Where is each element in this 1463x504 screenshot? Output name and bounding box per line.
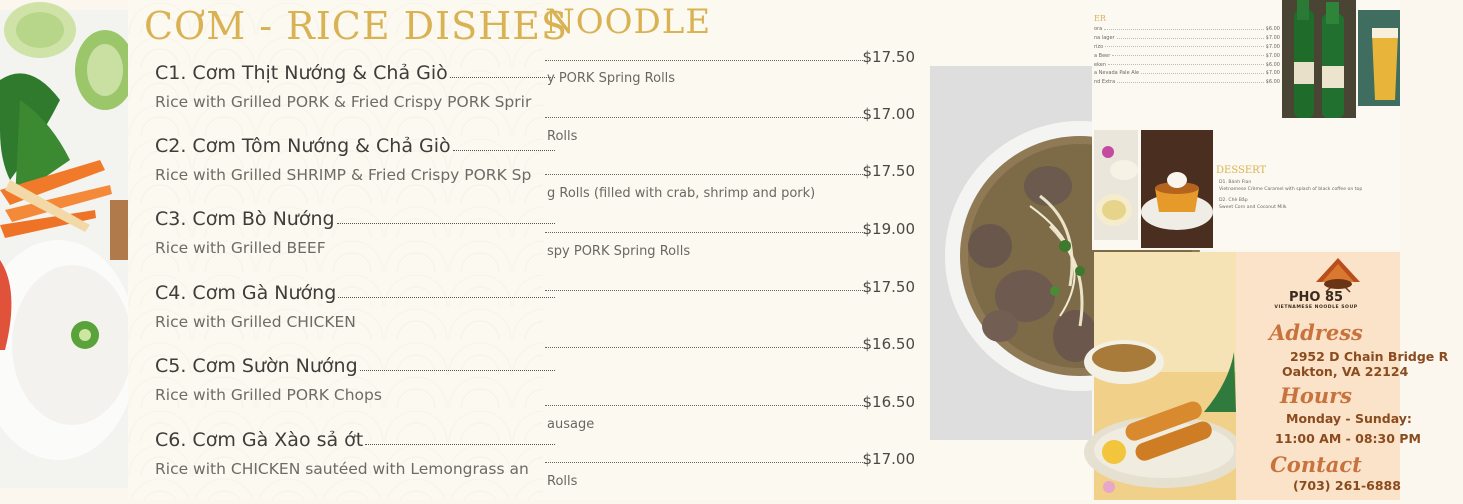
noodle-price-row: [545, 389, 915, 411]
menu-item: [155, 129, 555, 184]
price: $16.50: [862, 335, 915, 353]
rice-section-title: CƠM - RICE DISHES: [144, 4, 569, 48]
address-line-1: 2952 D Chain Bridge R: [1290, 349, 1449, 364]
beer-bottles-photo: [1282, 0, 1356, 118]
price: $17.50: [862, 162, 915, 180]
menu-item: [155, 276, 555, 331]
contact-heading: Contact: [1270, 452, 1362, 477]
price: $17.00: [862, 105, 915, 123]
conical-hat-logo-icon: [1312, 256, 1364, 292]
noodle-item-desc: ausage: [547, 417, 595, 432]
beer-list: [1094, 14, 1280, 87]
item-desc: Rice with Grilled SHRIMP & Fried Crispy PORK Sp: [155, 166, 532, 184]
noodle-price-row: [545, 216, 915, 238]
menu-item: [155, 202, 555, 257]
noodle-price-row: [545, 446, 915, 468]
beer-heading: ER: [1094, 14, 1106, 23]
noodle-section-title: NOODLE: [545, 2, 712, 42]
dessert-item-desc: Sweet Corn and Coconut Milk: [1219, 205, 1287, 210]
item-name: C5. Cơm Sườn Nướng: [155, 355, 358, 377]
dessert-menu-panel: [1092, 122, 1400, 250]
hours-time: 11:00 AM - 08:30 PM: [1275, 431, 1421, 446]
noodle-price-row: [545, 158, 915, 180]
menu-item: [155, 423, 555, 478]
beer-row: rizo $7.00: [1094, 43, 1280, 50]
beer-row: eken $6.00: [1094, 61, 1280, 68]
dessert-item-name: D2. Chè Bắp: [1219, 198, 1248, 203]
price: $16.50: [862, 393, 915, 411]
noodle-item-desc: Rolls: [547, 474, 578, 489]
beer-row: a Beer $7.00: [1094, 52, 1280, 59]
item-desc: Rice with Grilled CHICKEN: [155, 313, 356, 331]
dessert-item-name: D1. Bánh Flan: [1219, 180, 1252, 185]
brand-tagline: VIETNAMESE NOODLE SOUP: [1274, 305, 1358, 310]
phone-number: (703) 261-6888: [1293, 478, 1401, 493]
address-line-2: Oakton, VA 22124: [1282, 364, 1409, 379]
menu-item: [155, 56, 555, 111]
sweet-corn-dessert-photo: [1094, 130, 1138, 240]
noodle-item-desc: spy PORK Spring Rolls: [547, 244, 691, 259]
hours-heading: Hours: [1279, 383, 1352, 408]
beer-row: ora $6.00: [1094, 26, 1280, 33]
noodle-item-desc: Rolls: [547, 129, 578, 144]
item-desc: Rice with Grilled PORK & Fried Crispy PORK Sprir: [155, 93, 532, 111]
pho-soup-photo: [930, 66, 1092, 440]
beer-row: a Nevada Pale Ale $7.00: [1094, 70, 1280, 77]
item-name: C3. Cơm Bò Nướng: [155, 208, 335, 230]
address-heading: Address: [1269, 320, 1363, 345]
beer-glass-photo: [1358, 10, 1400, 106]
item-name: C6. Cơm Gà Xào sả ớt: [155, 429, 364, 451]
price: $17.50: [862, 48, 915, 66]
beer-row: na lager $7.00: [1094, 35, 1280, 42]
beer-row: nd Extra $6.00: [1094, 79, 1280, 86]
price: $17.50: [862, 278, 915, 296]
dessert-item-desc: Vietnamese Crème Caramel with splash of black coffee on top: [1219, 187, 1363, 192]
flan-photo: [1141, 130, 1213, 248]
item-desc: Rice with Grilled BEEF: [155, 239, 326, 257]
item-name: C4. Cơm Gà Nướng: [155, 282, 337, 304]
dessert-heading: DESSERT: [1216, 165, 1267, 176]
noodle-price-row: [545, 101, 915, 123]
item-desc: Rice with CHICKEN sautéed with Lemongrass an: [155, 460, 529, 478]
noodle-item-desc: y PORK Spring Rolls: [547, 71, 676, 86]
item-name: C1. Cơm Thịt Nướng & Chả Giò: [155, 62, 448, 84]
price: $17.00: [862, 450, 915, 468]
item-desc: Rice with Grilled PORK Chops: [155, 386, 382, 404]
noodle-price-row: [545, 44, 915, 66]
item-name: C2. Cơm Tôm Nướng & Chả Giò: [155, 135, 451, 157]
noodle-price-row: [545, 331, 915, 353]
spring-rolls-photo: [1094, 252, 1236, 500]
brand-logo-text: PHO 85: [1288, 290, 1344, 305]
price: $19.00: [862, 220, 915, 238]
menu-item: [155, 349, 555, 404]
hours-days: Monday - Sunday:: [1286, 411, 1412, 426]
rice-dish-photo: [0, 10, 128, 488]
noodle-item-desc: g Rolls (filled with crab, shrimp and pork): [547, 186, 816, 201]
noodle-price-row: [545, 274, 915, 296]
